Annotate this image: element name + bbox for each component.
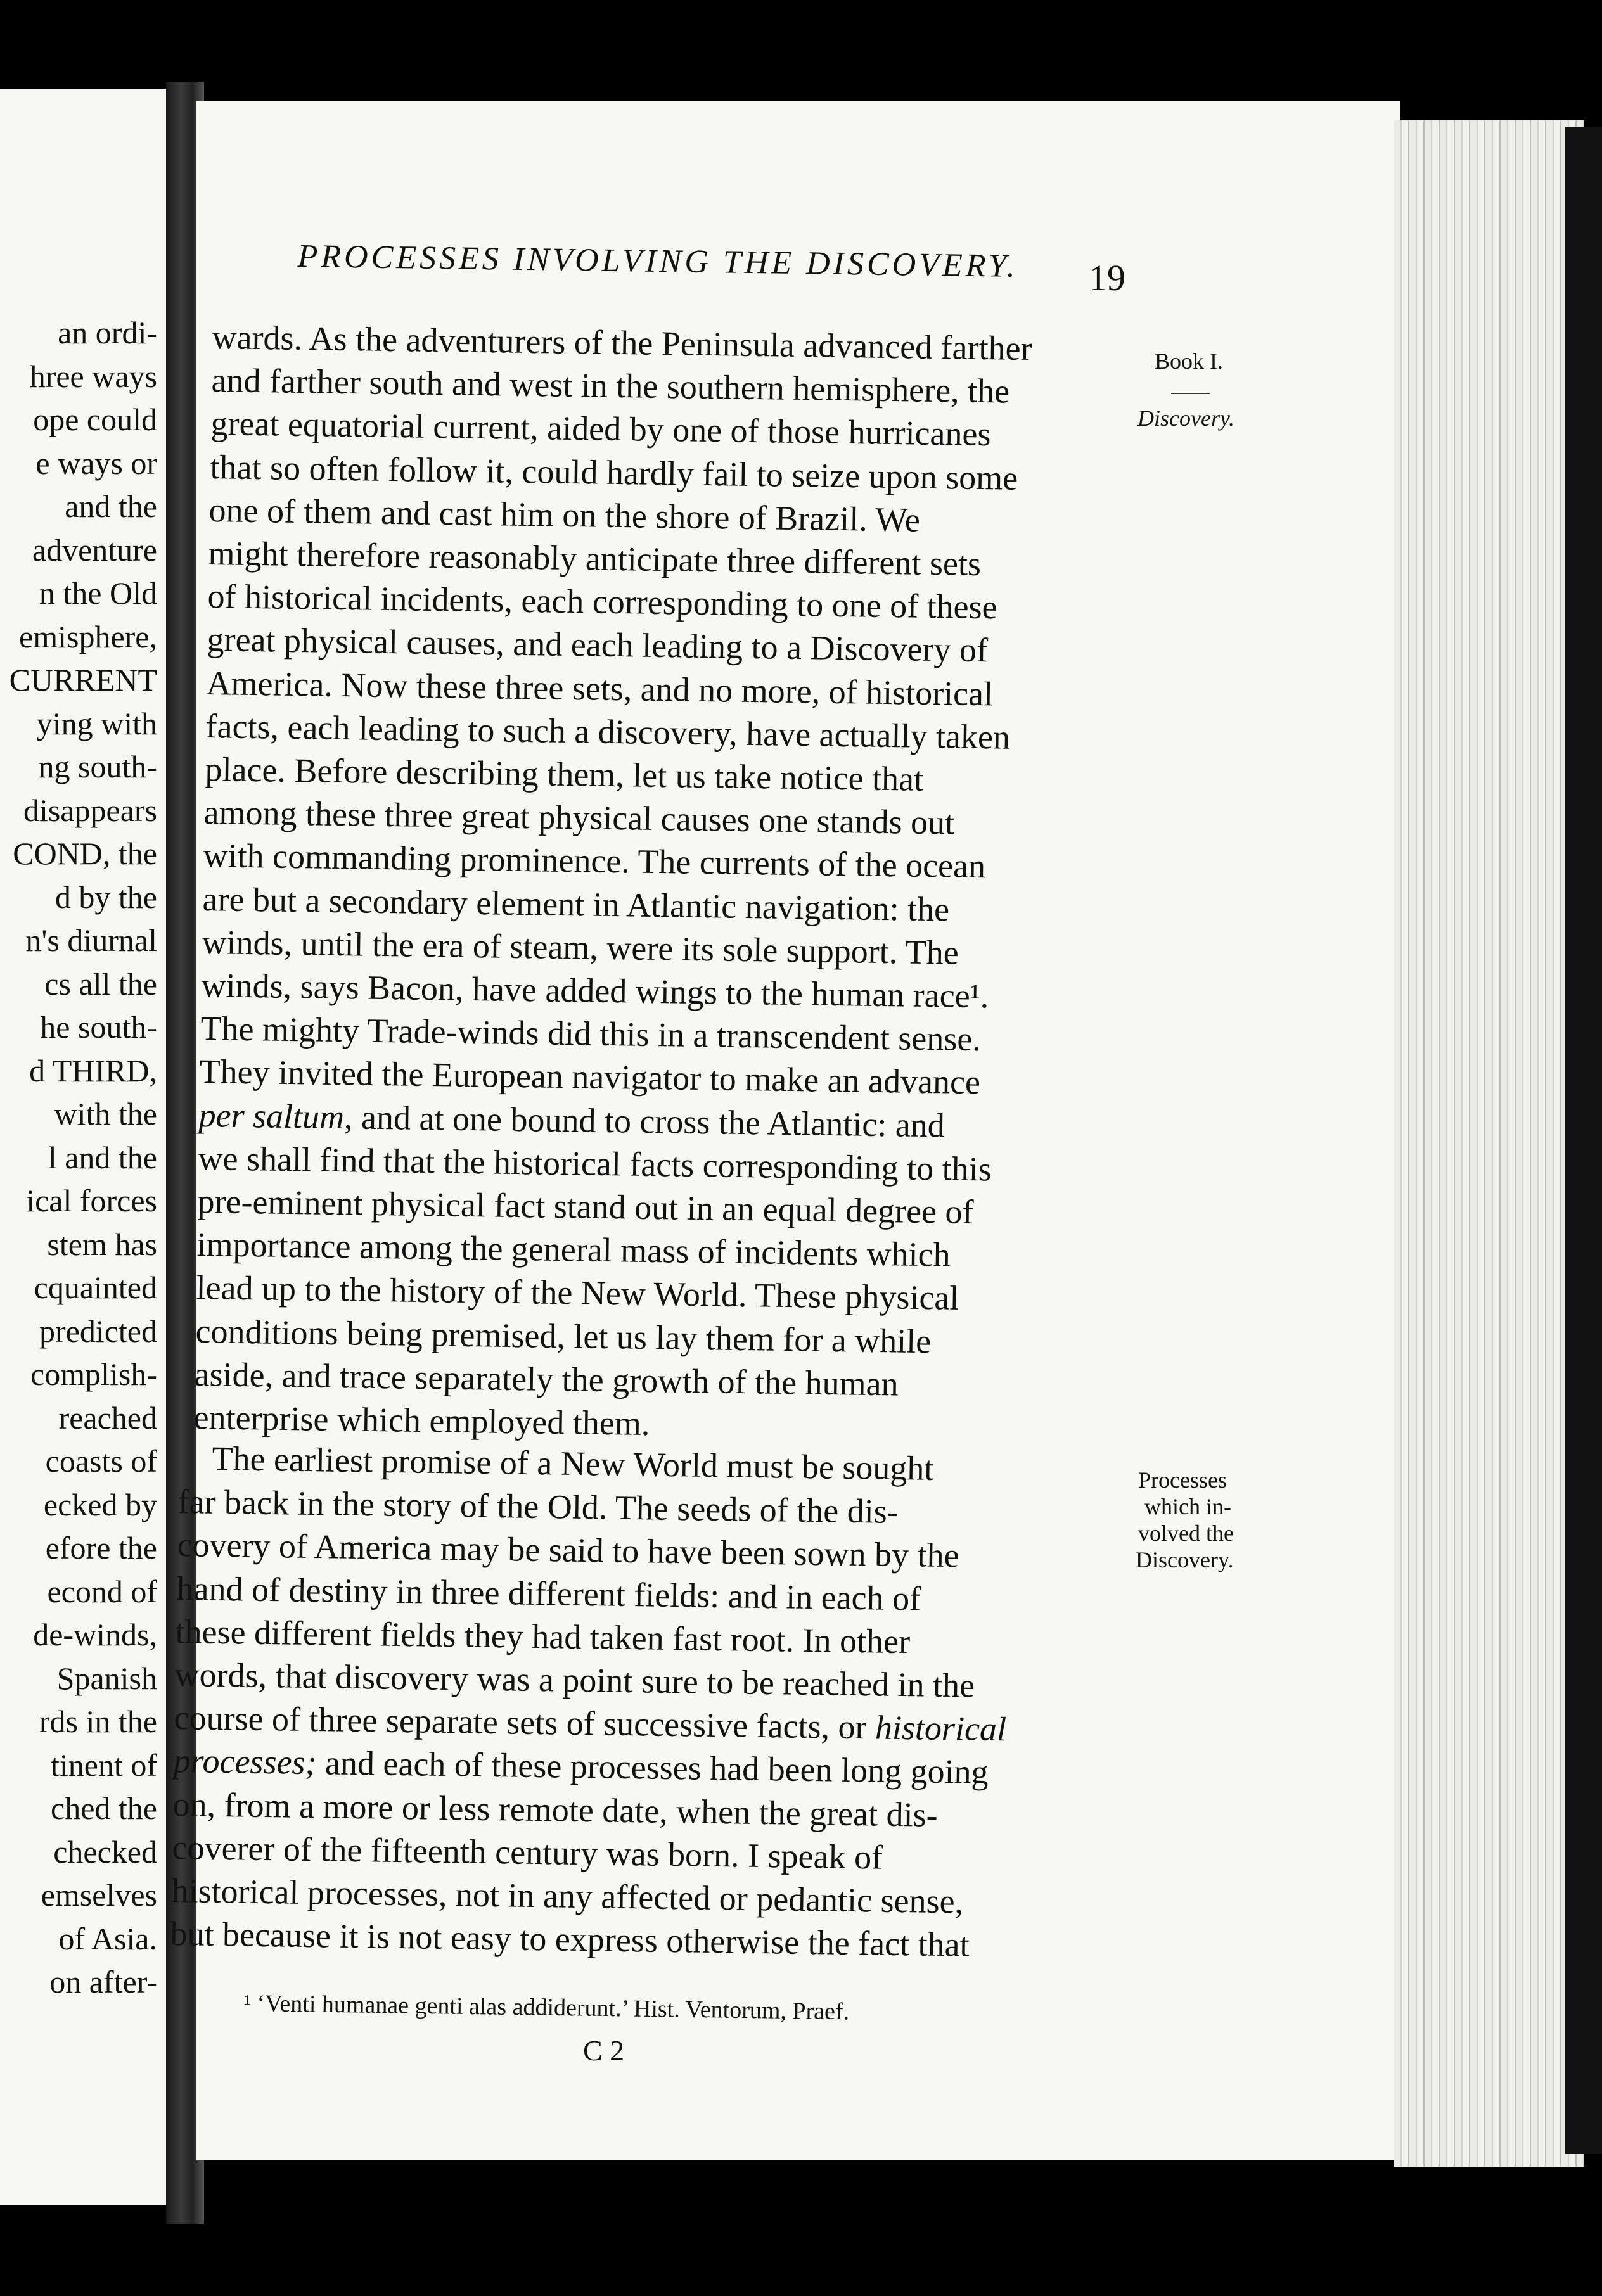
body-italic-phrase: per saltum	[198, 1095, 345, 1136]
facing-page-line: ical forces	[26, 1183, 157, 1218]
side-note-processes-line: volved the	[1138, 1521, 1234, 1546]
facing-page-line: l and the	[48, 1139, 157, 1175]
facing-page-line: reached	[58, 1400, 157, 1436]
body-line: place. Before describing them, let us take notice that	[204, 750, 924, 798]
body-line: great equatorial current, aided by one of those hurricanes	[210, 404, 991, 454]
body-italic-phrase: processes;	[173, 1742, 317, 1782]
facing-page-line: cs all the	[44, 966, 157, 1002]
body-line-rest: and each of these processes had been long going	[316, 1744, 989, 1792]
facing-page-line: cquainted	[34, 1270, 157, 1305]
facing-page-line: emisphere,	[19, 618, 157, 654]
body-line: pre-eminent physical fact stand out in an equal degree of	[197, 1182, 974, 1232]
body-line: They invited the European navigator to make an advance	[199, 1052, 981, 1102]
body-line: winds, until the era of steam, were its sole support. The	[202, 922, 959, 972]
body-line: these different fields they had taken fast root. In other	[175, 1612, 911, 1661]
page-number: 19	[1089, 257, 1125, 298]
facing-page-line: emselves	[41, 1877, 157, 1913]
facing-page-line: and the	[65, 488, 157, 524]
side-note-rule	[1171, 393, 1210, 394]
body-line: lead up to the history of the New World. These physical	[195, 1268, 959, 1318]
facing-page-line: d by the	[54, 879, 157, 915]
facing-page-line: an ordi-	[58, 315, 157, 350]
body-line: one of them and cast him on the shore of Brazil. We	[208, 490, 921, 539]
body-line: are but a secondary element in Atlantic navigation: the	[202, 879, 950, 929]
body-line: hand of destiny in three different fields: and in each of	[176, 1569, 921, 1617]
facing-page-line: stem has	[47, 1226, 157, 1262]
facing-page-line: adventure	[32, 532, 157, 568]
body-line: that so often follow it, could hardly fail to seize upon some	[209, 447, 1018, 497]
body-line: America. Now these three sets, and no more, of historical	[206, 663, 994, 713]
facing-page-line: coasts of	[45, 1443, 157, 1479]
side-note-processes-line: Processes	[1138, 1467, 1227, 1493]
facing-page-line: complish-	[30, 1356, 157, 1392]
facing-page-line: disappears	[23, 792, 157, 828]
facing-page-line: econd of	[47, 1573, 157, 1609]
facing-page-line: de-winds,	[33, 1617, 157, 1652]
facing-page	[0, 89, 166, 2205]
body-line: far back in the story of the Old. The seeds of the dis-	[177, 1483, 899, 1531]
facing-page-line: ecked by	[43, 1486, 157, 1522]
facing-page-line: CURRENT	[9, 662, 157, 698]
facing-page-line: n the Old	[39, 575, 157, 611]
body-line: but because it is not easy to express otherwise the fact that	[170, 1915, 970, 1964]
facing-page-line: checked	[53, 1834, 157, 1870]
body-line: on, from a more or less remote date, when the great dis-	[172, 1785, 938, 1834]
facing-page-line: Spanish	[56, 1660, 157, 1696]
body-line: aside, and trace separately the growth of the human	[194, 1355, 899, 1403]
facing-page-line: ying with	[36, 705, 157, 741]
body-line: The mighty Trade-winds did this in a transcendent sense.	[200, 1009, 981, 1059]
body-line: with commanding prominence. The currents of the ocean	[203, 836, 986, 886]
running-head: PROCESSES INVOLVING THE DISCOVERY.	[297, 238, 1019, 284]
facing-page-line: with the	[54, 1096, 157, 1132]
body-line: conditions being premised, let us lay them for a while	[195, 1311, 932, 1360]
body-line: coverer of the fifteenth century was born. I speak of	[171, 1828, 883, 1877]
page-edges	[1394, 120, 1584, 2167]
body-line: facts, each leading to such a discovery, have actually taken	[205, 706, 1011, 756]
body-line: among these three great physical causes one stands out	[203, 793, 955, 842]
facing-page-line: e ways or	[35, 445, 157, 481]
body-line-text: course of three separate sets of successive facts, or	[174, 1699, 868, 1747]
body-line: great physical causes, and each leading to a Discovery of	[207, 620, 989, 670]
facing-page-line: ched the	[51, 1790, 157, 1826]
facing-page-line: tinent of	[50, 1747, 157, 1783]
body-line: historical processes, not in any affected or pedantic sense,	[170, 1872, 963, 1921]
facing-page-line: ng south-	[38, 749, 157, 784]
body-line: covery of America may be said to have been sown by the	[176, 1526, 959, 1575]
facing-page-line: predicted	[39, 1313, 157, 1349]
facing-page-line: on after-	[49, 1964, 157, 1999]
facing-page-line: hree ways	[29, 358, 157, 394]
body-italic-phrase: historical	[875, 1708, 1007, 1749]
footnote: ¹ ‘Venti humanae genti alas addiderunt.’ Hist. Ventorum, Praef.	[243, 1990, 850, 2025]
body-line	[198, 1095, 945, 1145]
facing-page-line: rds in the	[39, 1704, 157, 1739]
signature-mark: C 2	[583, 2034, 625, 2067]
body-line: importance among the general mass of incidents which	[196, 1225, 951, 1274]
facing-page-line: COND, the	[13, 836, 157, 871]
facing-page-line: ope could	[33, 402, 157, 437]
body-line: we shall find that the historical facts corresponding to this	[198, 1138, 992, 1189]
side-note-book: Book I.	[1155, 348, 1223, 374]
body-line: The earliest promise of a New World must be sought	[212, 1439, 934, 1488]
body-line: winds, says Bacon, have added wings to the human race¹.	[200, 966, 989, 1016]
body-line: might therefore reasonably anticipate three different sets	[208, 534, 982, 584]
body-line: words, that discovery was a point sure to be reached in the	[174, 1655, 975, 1705]
facing-page-line: n's diurnal	[25, 922, 157, 958]
side-note-processes-line: which in-	[1144, 1494, 1231, 1519]
body-line: enterprise which employed them.	[193, 1398, 651, 1443]
body-line: of historical incidents, each corresponding to one of these	[207, 577, 998, 627]
side-note-processes-line: Discovery.	[1136, 1547, 1234, 1572]
body-line-rest: , and at one bound to cross the Atlantic: and	[343, 1097, 945, 1145]
facing-page-line: of Asia.	[58, 1920, 157, 1956]
facing-page-line: efore the	[45, 1530, 157, 1566]
body-line: wards. As the adventurers of the Peninsula advanced farther	[212, 318, 1032, 368]
page-edges-shadow	[1565, 127, 1602, 2154]
facing-page-line: d THIRD,	[29, 1052, 157, 1088]
body-line: and farther south and west in the southern hemisphere, the	[211, 361, 1010, 411]
facing-page-line: he south-	[40, 1009, 157, 1045]
side-note-section: Discovery.	[1137, 405, 1234, 431]
